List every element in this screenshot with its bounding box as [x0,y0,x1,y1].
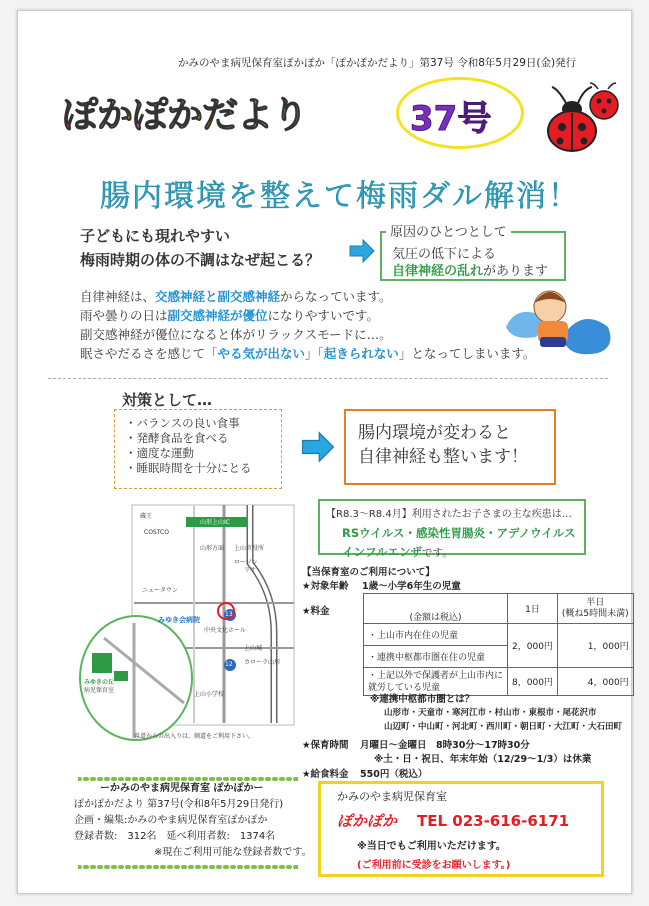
footer-line: 企画・編集:かみのやま病児保育室ぽかぽか [74,815,268,826]
contact-box [318,781,604,877]
dotted-rule [78,863,298,871]
map-label: みゆき会病院 [158,616,200,624]
text-emphasis: 副交感神経が優位 [167,308,268,323]
text-emphasis: インフルエンザ [342,545,423,559]
text: 半日 [586,597,605,608]
list-item: ・発酵食品を食べる [125,431,229,445]
illness-box [318,499,586,559]
map-label: ローソン [234,559,258,566]
brand-char: か [97,95,133,136]
brand-char: ぽ [62,95,98,136]
measures-list [114,409,282,489]
age-value: 1歳～小学6年生の児童 [362,581,461,592]
map-label: 蔵王 [140,513,153,520]
brand-char: よ [237,95,273,136]
issue-line: かみのやま病児保育室ぽかぽか「ぽかぽかだより」第37号 令和8年5月29日(金)発行 [178,57,577,69]
explanation-line-4 [80,348,535,361]
contact-line [337,810,601,831]
brand-char: ぽ [132,95,168,136]
table-cell: 1，000円 [557,624,633,668]
issue-number: 37号 [410,99,492,139]
text: 」となってしまいます。 [398,346,536,361]
map-label: 山形方面 [200,545,225,552]
access-map [74,503,296,765]
cause-rest: があります [483,264,549,279]
table-cell: ・連携中枢都市圏在住の児童 [364,646,508,668]
footer-line: 登録者数: 312名 延べ利用者数: 1374名 [74,831,276,842]
result-box [344,409,556,485]
sleepy-child-illustration [502,277,612,357]
text: 就労している児童 [368,682,441,693]
explanation-line-1 [80,291,392,304]
text: 眠さやだるさを感じて「 [80,346,218,361]
illness-line-1: 【R8.3〜R8.4月】利用されたお子さまの主な疾患は… [326,509,572,520]
text-emphasis: 交感神経と副交感神経 [155,289,281,304]
map-label: 上山小学校 [194,691,225,698]
question-line-1: 子どもにも現れやすい [80,227,231,245]
usage-title: 【当保育室のご利用について】 [302,567,435,578]
text: からなっています。 [280,289,392,304]
route-number: 13 [225,611,233,618]
hours-value: 月曜日～金曜日 8時30分～17時30分 [360,740,530,751]
advice-note: (ご利用前に受診をお願いします。) [357,860,511,871]
map-label: カローラ山形 [244,659,281,666]
map-label: ニュータウン [142,587,179,594]
arrow-right-icon [348,237,376,265]
brand-name: ぽかぽか [337,812,398,830]
brand-char: か [167,95,203,136]
list-item: ・睡眠時間を十分にとる [125,461,252,475]
table-row [364,624,634,646]
brand-char: だ [202,95,238,136]
result-line-2: 自律神経も整います！ [358,447,528,467]
fee-label: ★料金 [302,606,330,617]
map-label: 病児保育室 [84,687,115,694]
text: ・上記以外で保護者が上山市内に [368,670,504,681]
measures-title: 対策として… [122,391,213,409]
list-item: ・バランスの良い食事 [125,416,240,430]
illness-line-2: RSウイルス・感染性胃腸炎・アデノウイルス [342,526,576,540]
brand-char: り [272,95,308,136]
cause-line-1: 気圧の低下による [392,247,497,262]
text: (概ね5時間未満) [561,608,629,619]
cause-label: 原因のひとつとして [386,221,511,240]
brand-title [62,87,307,138]
cause-emphasis: 自律神経の乱れ [392,264,484,279]
explanation-line-2 [80,310,379,323]
region-line-2: 山辺町・中山町・河北町・西川町・朝日町・大江町・大石田町 [384,722,623,732]
fee-table [363,593,634,696]
headline: 腸内環境を整えて梅雨ダル解消！ [100,179,580,214]
text-emphasis: やる気が出ない [217,346,306,361]
newsletter-page [17,10,632,894]
footer-title: ーかみのやま病児保育室 ぽかぽかー [100,783,264,794]
illness-line-3 [342,544,584,560]
ladybug-illustration [508,81,628,161]
region-note: ※連携中枢都市圏とは？ [370,694,475,705]
ladybug-icon [548,87,596,151]
meal-label: ★給食料金 [302,769,349,780]
route-number: 12 [225,661,233,668]
table-cell: 1日 [508,594,558,624]
text: 」「 [305,346,324,361]
ladybug-icon [590,83,618,119]
table-cell: (金額は税込) [364,594,508,624]
age-label: ★対象年齢 [302,581,349,592]
text-emphasis: 起きられない [323,346,399,361]
table-cell: 8，000円 [508,668,558,696]
map-label: 上山市役所 [234,545,265,552]
closed-note: ※土・日・祝日、年末年始（12/29～1/3）は休業 [374,754,592,765]
arrow-right-icon [300,429,336,465]
region-line-1: 山形市・天童市・寒河江市・村山市・東根市・尾花沢市 [384,708,597,718]
org-name: かみのやま病児保育室 [337,790,447,803]
table-cell [557,594,633,624]
result-line-1: 腸内環境が変わると [358,423,511,443]
table-cell: ・上山市内在住の児童 [364,624,508,646]
map-label: みゆきの丘 [84,679,115,686]
footer-line: ぽかぽかだより 第37号(令和8年5月29日発行) [74,799,284,810]
text: です。 [422,547,453,559]
section-divider [48,378,608,379]
meal-value: 550円（税込） [360,769,428,780]
phone-number[interactable]: TEL 023-616-6171 [417,812,570,830]
list-item: ・適度な運動 [125,446,194,460]
map-label: 上山城 [244,645,263,652]
table-row [364,594,634,624]
question-line-2: 梅雨時期の体の不調はなぜ起こる？ [80,251,321,269]
map-label: 中央文化ホール [204,627,246,634]
hours-label: ★保育時間 [302,740,349,751]
footer-info [74,781,312,861]
table-cell: 2，000円 [508,624,558,668]
map-label: リサ [244,567,256,574]
text: になりやすいです。 [267,308,380,323]
table-cell: 4，000円 [557,668,633,696]
explanation-line-3: 副交感神経が優位になると体がリラックスモードに…。 [80,327,392,342]
map-label: COSTCO [144,529,169,536]
footer-line: ※現在ご利用可能な登録者数です。 [154,847,312,858]
text: 自律神経は、 [80,289,156,304]
map-label: 山形上山IC [200,519,230,526]
text: 雨や曇りの日は [80,308,168,323]
map-note: 県道からの出入りは、側道をご利用下さい。 [134,733,255,740]
same-day-note: ※当日でもご利用いただけます。 [357,841,506,852]
